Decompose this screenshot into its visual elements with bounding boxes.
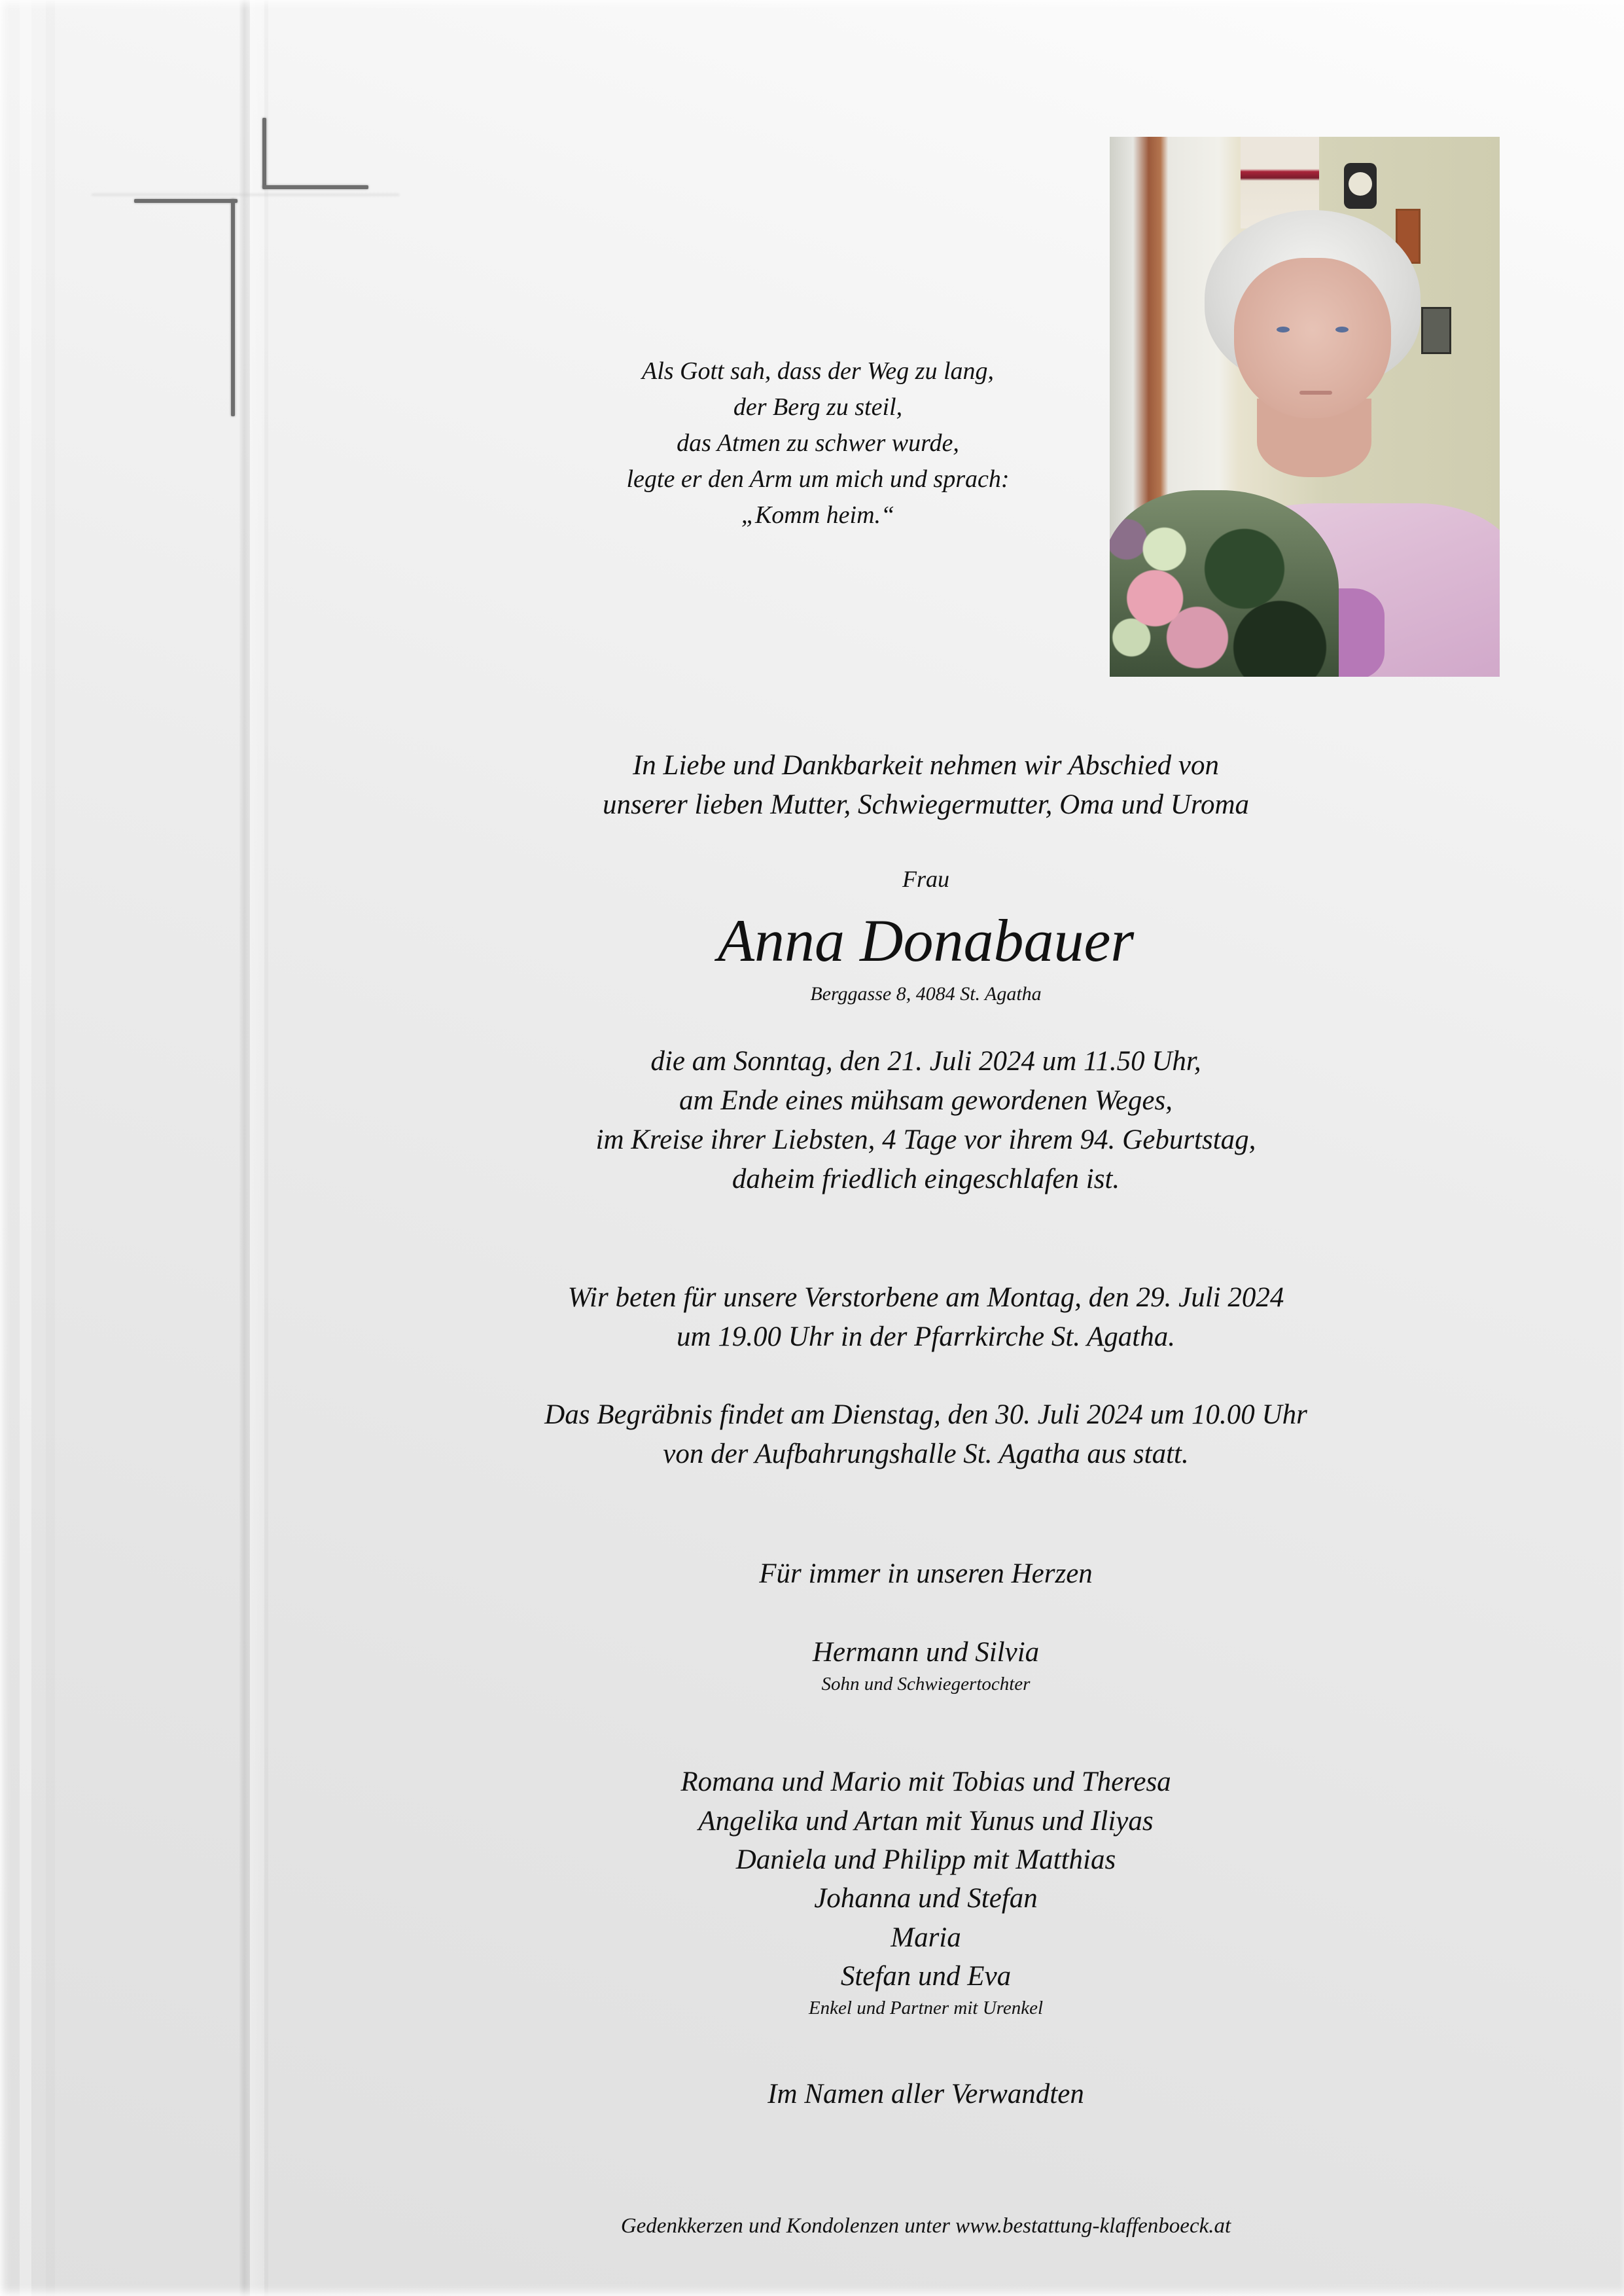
background-groove [264,0,268,2296]
clock-icon [1344,163,1377,209]
poem [523,353,1112,533]
poem-line: „Komm heim.“ [741,501,895,529]
prayer-line: Wir beten für unsere Verstorbene am Montag, den 29. Juli 2024 [567,1282,1284,1313]
grandchildren-line: Stefan und Eva [840,1961,1012,1992]
deceased-address: Berggasse 8, 4084 St. Agatha [810,983,1042,1005]
grandchildren-line: Maria [891,1922,961,1953]
deceased-name: Anna Donabauer [717,907,1135,974]
closing-line: Im Namen aller Verwandten [768,2079,1084,2109]
poem-line: Als Gott sah, dass der Weg zu lang, [641,357,994,385]
salutation: Frau [902,866,949,892]
poem-line: der Berg zu steil, [733,393,903,421]
portrait-photo [1110,137,1500,677]
prayer-line: um 19.00 Uhr in der Pfarrkirche St. Agatha. [676,1321,1175,1352]
grandchildren-relation: Enkel und Partner mit Urenkel [808,1998,1044,2018]
burial-line: von der Aufbahrungshalle St. Agatha aus statt. [663,1439,1189,1469]
children-names: Hermann und Silvia [812,1637,1040,1668]
intro-line: unserer lieben Mutter, Schwiegermutter, Oma und Uroma [602,789,1250,820]
background-stripe [46,0,55,2296]
grandchildren-line: Daniela und Philipp mit Matthias [735,1844,1116,1875]
grandchildren-line: Johanna und Stefan [814,1883,1038,1914]
grandchildren-line: Romana und Mario mit Tobias und Theresa [680,1767,1171,1797]
death-notice-line: daheim friedlich eingeschlafen ist. [732,1164,1120,1194]
background-groove [239,0,250,2296]
poem-line: das Atmen zu schwer wurde, [677,429,959,457]
death-notice-line: am Ende eines mühsam gewordenen Weges, [679,1085,1173,1116]
death-notice-line: im Kreise ihrer Liebsten, 4 Tage vor ihrem 94. Geburtstag, [595,1124,1256,1155]
footer-condolence-link[interactable]: Gedenkkerzen und Kondolenzen unter www.bestattung-klaffenboeck.at [620,2214,1231,2238]
burial-line: Das Begräbnis findet am Dienstag, den 30. Juli 2024 um 10.00 Uhr [544,1399,1307,1430]
background-stripe [20,0,31,2296]
memorial-phrase: Für immer in unseren Herzen [759,1558,1093,1589]
poem-line: legte er den Arm um mich und sprach: [626,465,1010,493]
death-notice-line: die am Sonntag, den 21. Juli 2024 um 11.50 Uhr, [650,1046,1201,1077]
background-groove-highlight [250,0,264,2296]
grandchildren-line: Angelika und Artan mit Yunus und Iliyas [698,1806,1154,1837]
intro-line: In Liebe und Dankbarkeit nehmen wir Abschied von [632,750,1220,781]
children-relation: Sohn und Schwiegertochter [821,1674,1031,1695]
